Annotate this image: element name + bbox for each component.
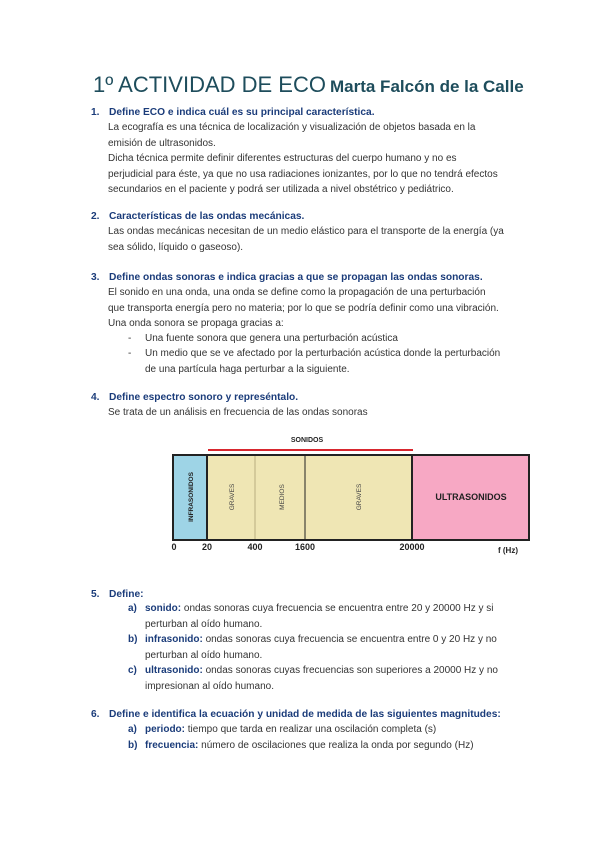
band-label-graves-high: GRAVES	[356, 483, 363, 511]
item-line: perturban al oído humano.	[145, 649, 263, 661]
tick-label: 20000	[399, 542, 425, 552]
question-number: 1.	[91, 107, 100, 118]
item-text: tiempo que tarda en realizar una oscilación completa (s)	[187, 724, 437, 735]
item-line	[145, 632, 525, 648]
answer-line: emisión de ultrasonidos.	[108, 137, 216, 149]
question-text: Define e identifica la ecuación y unidad de medida de las siguientes magnitudes:	[109, 709, 501, 720]
answer-line: perjudicial para éste, ya que no usa radiaciones ionizantes, por lo que no tendrá efectos	[108, 168, 498, 180]
item-line: impresionan al oído humano.	[145, 680, 274, 692]
question-number: 6.	[91, 709, 100, 720]
band-label-ultrasonidos: ULTRASONIDOS	[435, 492, 507, 502]
item-body	[145, 632, 525, 663]
sonidos-label: SONIDOS	[290, 437, 324, 444]
definition-item-ultrasonido	[128, 663, 523, 694]
item-term: periodo:	[145, 724, 185, 735]
magnitude-item-periodo	[128, 722, 523, 738]
item-text: ondas sonoras cuya frecuencia se encuentra entre 20 y 20000 Hz y si	[183, 603, 494, 614]
bullet-line: de una partícula haga perturbar a la siguiente.	[145, 363, 350, 375]
question-text: Define ECO e indica cuál es su principal característica.	[109, 107, 375, 118]
answer-line: Dicha técnica permite definir diferentes estructuras del cuerpo humano y no es	[108, 153, 457, 164]
question-6-heading	[91, 709, 501, 720]
item-line	[145, 663, 525, 679]
item-term: infrasonido:	[145, 634, 203, 645]
tick-label: 20	[201, 542, 213, 552]
answer-line: El sonido en una onda, una onda se define como la propagación de una perturbación	[108, 287, 486, 298]
item-text: ondas sonoras cuyas frecuencias son superiores a 20000 Hz y no	[205, 665, 498, 676]
band-label-medios: MEDIOS	[279, 484, 286, 510]
item-letter: a)	[128, 724, 137, 735]
question-number: 2.	[91, 211, 100, 222]
title-author: Marta Falcón de la Calle	[329, 77, 524, 96]
answer-line: que transporta energía pero no materia; por lo que se podría definir como una vibración.	[108, 302, 499, 314]
bullet-dash: -	[128, 348, 132, 359]
item-body	[145, 663, 525, 694]
bullet-line: Un medio que se ve afectado por la perturbación acústica donde la perturbación	[145, 348, 501, 359]
tick-label: 1600	[294, 542, 316, 552]
question-5-heading	[91, 589, 144, 600]
band-label-graves-low: GRAVES	[229, 483, 236, 511]
item-line	[145, 722, 525, 738]
tick-label: 400	[247, 542, 263, 552]
answer-line: sea sólido, líquido o gaseoso).	[108, 241, 244, 253]
question-number: 3.	[91, 272, 100, 283]
item-letter: a)	[128, 603, 137, 614]
title-main: 1º ACTIVIDAD DE ECO	[93, 72, 326, 97]
answer-line: Las ondas mecánicas necesitan de un medio elástico para el transporte de la energía (ya	[108, 226, 504, 237]
question-number: 5.	[91, 589, 100, 600]
item-body	[145, 722, 525, 738]
definition-item-sonido	[128, 601, 523, 632]
answer-line: secundarios en el paciente y podrá ser utilizada a nivel obstétrico y pediátrico.	[108, 184, 454, 195]
item-body	[145, 601, 525, 632]
question-text: Características de las ondas mecánicas.	[109, 211, 305, 222]
tick-label: 0	[171, 542, 177, 552]
bullet-dash: -	[128, 333, 132, 344]
question-text: Define:	[109, 589, 144, 600]
item-body	[145, 738, 525, 754]
question-number: 4.	[91, 392, 100, 403]
item-letter: c)	[128, 665, 137, 676]
answer-line: Una onda sonora se propaga gracias a:	[108, 318, 284, 329]
item-line: perturban al oído humano.	[145, 618, 263, 630]
answer-line: Se trata de un análisis en frecuencia de las ondas sonoras	[108, 407, 368, 418]
item-text: número de oscilaciones que realiza la onda por segundo (Hz)	[201, 740, 474, 751]
bullet-text: Una fuente sonora que genera una perturbación acústica	[145, 333, 398, 344]
item-term: frecuencia:	[145, 740, 199, 751]
axis-unit-label: f (Hz)	[498, 546, 518, 555]
item-term: ultrasonido:	[145, 665, 203, 676]
question-text: Define espectro sonoro y represéntalo.	[109, 392, 299, 403]
item-line	[145, 601, 525, 617]
item-term: sonido:	[145, 603, 182, 614]
magnitude-item-frecuencia	[128, 738, 523, 754]
item-letter: b)	[128, 634, 138, 645]
item-letter: b)	[128, 740, 138, 751]
item-text: ondas sonoras cuya frecuencia se encuentra entre 0 y 20 Hz y no	[205, 634, 497, 645]
question-text: Define ondas sonoras e indica gracias a que se propagan las ondas sonoras.	[109, 272, 483, 283]
item-line	[145, 738, 525, 754]
band-label-infrasonidos: INFRASONIDOS	[188, 472, 195, 522]
answer-line: La ecografía es una técnica de localización y visualización de objetos basada en la	[108, 122, 476, 133]
definition-item-infrasonido	[128, 632, 523, 663]
